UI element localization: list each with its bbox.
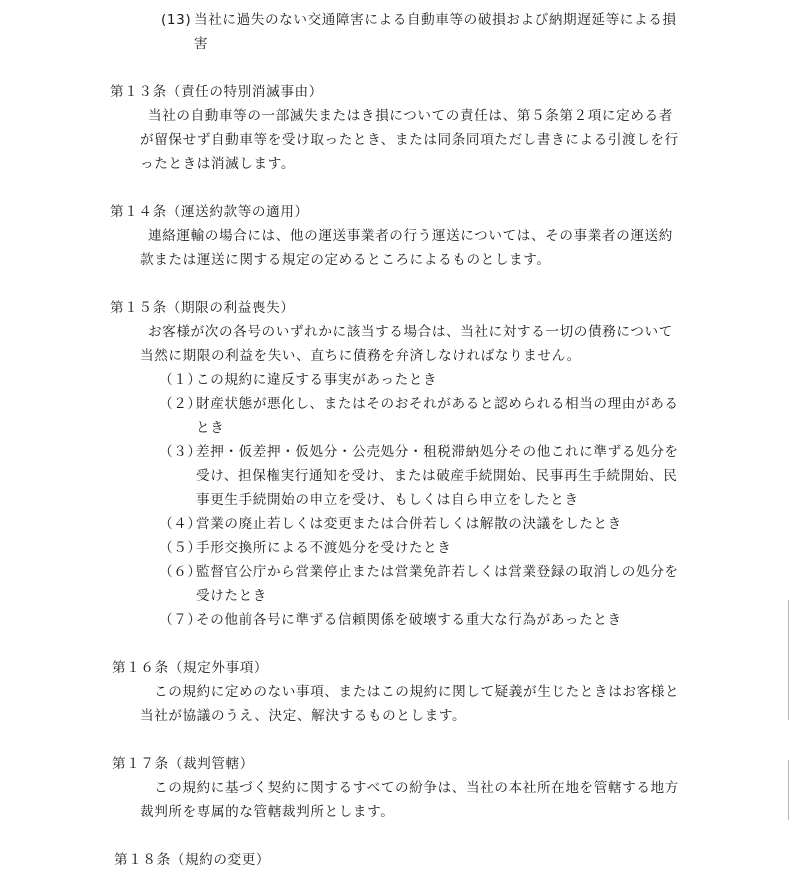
scan-edge-mark bbox=[788, 600, 789, 720]
list-item-number: （６） bbox=[159, 564, 202, 580]
article-heading: 第１６条（規定外事項） bbox=[112, 660, 269, 676]
article-heading: 第１３条（責任の特別消滅事由） bbox=[110, 84, 323, 100]
list-item-text: 害 bbox=[194, 36, 209, 52]
list-item-number: （１） bbox=[159, 372, 202, 388]
paragraph-line: この規約に定めのない事項、またはこの規約に関して疑義が生じたときはお客様と bbox=[154, 684, 680, 700]
article-heading: 第１８条（規約の変更） bbox=[114, 852, 271, 868]
paragraph-line: 連絡運輸の場合には、他の運送事業者の行う運送については、その事業者の運送約 bbox=[148, 228, 673, 244]
article-heading: 第１５条（期限の利益喪失） bbox=[110, 300, 295, 316]
list-item-text: その他前各号に準ずる信頼関係を破壊する重大な行為があったとき bbox=[196, 612, 622, 628]
article-heading: 第１７条（裁判管轄） bbox=[112, 756, 254, 772]
paragraph-line: が留保せず自動車等を受け取ったとき、または同条同項ただし書きによる引渡しを行 bbox=[140, 132, 679, 148]
list-item-number: （４） bbox=[159, 516, 202, 532]
list-item-text: この規約に違反する事実があったとき bbox=[196, 372, 438, 388]
article-heading: 第１４条（運送約款等の適用） bbox=[110, 204, 309, 220]
list-item-text: 手形交換所による不渡処分を受けたとき bbox=[196, 540, 452, 556]
scan-edge-mark bbox=[788, 760, 789, 820]
list-item-number: （５） bbox=[159, 540, 202, 556]
list-item-text: 財産状態が悪化し、またはそのおそれがあると認められる相当の理由がある bbox=[196, 396, 679, 412]
list-item-text: とき bbox=[196, 420, 225, 436]
paragraph-line: ったときは消滅します。 bbox=[140, 156, 296, 172]
list-item-text: 当社に過失のない交通障害による自動車等の破損および納期遅延等による損 bbox=[194, 12, 677, 28]
paragraph-line: 当社が協議のうえ、決定、解決するものとします。 bbox=[140, 708, 467, 724]
paragraph-line: 款または運送に関する規定の定めるところによるものとします。 bbox=[140, 252, 551, 268]
list-item-number: （２） bbox=[159, 396, 202, 412]
paragraph-line: この規約に基づく契約に関するすべての紛争は、当社の本社所在地を管轄する地方 bbox=[154, 780, 679, 796]
paragraph-line: お客様が次の各号のいずれかに該当する場合は、当社に対する一切の債務について bbox=[148, 324, 673, 340]
list-item-text: 事更生手続開始の申立を受け、もしくは自ら申立をしたとき bbox=[196, 492, 579, 508]
paragraph-line: 当然に期限の利益を失い、直ちに債務を弁済しなければなりません。 bbox=[140, 348, 581, 364]
list-item-number: （３） bbox=[159, 444, 202, 460]
paragraph-line: 裁判所を専属的な管轄裁判所とします。 bbox=[140, 804, 395, 820]
list-item-text: 差押・仮差押・仮処分・公売処分・租税滞納処分その他これに準ずる処分を bbox=[196, 444, 679, 460]
list-item-text: 受け、担保権実行通知を受け、または破産手続開始、民事再生手続開始、民 bbox=[196, 468, 678, 484]
paragraph-line: 当社の自動車等の一部滅失またはき損についての責任は、第５条第２項に定める者 bbox=[148, 108, 673, 124]
list-item-number: (13) bbox=[161, 12, 192, 28]
list-item-text: 受けたとき bbox=[196, 588, 267, 604]
list-item-number: （７） bbox=[159, 612, 202, 628]
list-item-text: 営業の廃止若しくは変更または合併若しくは解散の決議をしたとき bbox=[196, 516, 622, 532]
list-item-text: 監督官公庁から営業停止または営業免許若しくは営業登録の取消しの処分を bbox=[196, 564, 679, 580]
